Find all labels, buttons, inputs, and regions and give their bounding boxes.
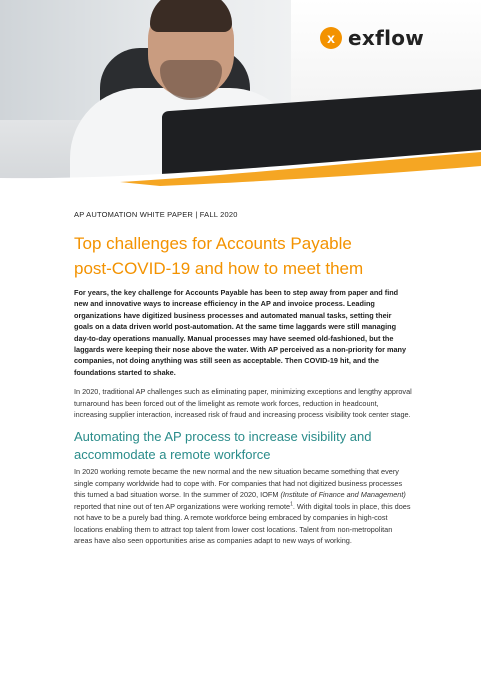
document-body — [74, 210, 412, 554]
page-title — [74, 231, 412, 281]
orange-wave-decoration — [0, 150, 481, 190]
page-title-line1: Top challenges for Accounts Payable — [74, 234, 352, 253]
hero-person-hair — [150, 0, 232, 32]
lead-paragraph: For years, the key challenge for Accounts Payable has been to step away from paper and find new and innovative ways to increase efficiency in the AP and invoice process. Leading organizations have digitized business processes and automated manual tasks, setting their goals on a data driven world post-automation. At the same time laggards were still managing day-to-day operations manually. Manual processes may have seemed old-fashioned, but the laggards were keeping their nose above the water. With AP perceived as a non-priority for many companies, not doing anything was still seen as acceptable. Then COVID-19 hit, and the foundations started to shake. — [74, 288, 407, 377]
paragraph-2-part-3: . With digital tools in place, this does not have to be a purely bad thing. A remote workforce being embraced by companies in high-cost locations enabling them to attract top talent from lower cost locations. Talent from non-metropolitan areas have also seen opportunities arise as companies adapt to new ways of working. — [74, 501, 411, 545]
page-title-line2: post-COVID-19 and how to meet them — [74, 259, 364, 278]
footnote-marker[interactable]: 1 — [290, 501, 293, 508]
exflow-logo-text: exflow — [348, 26, 425, 50]
exflow-logo — [320, 26, 424, 50]
paragraph-2-part-2: reported that nine out of ten AP organizations were working remote — [74, 501, 291, 511]
iofm-expansion: (Institute of Finance and Management) — [280, 490, 406, 500]
hero-image — [0, 0, 481, 190]
paragraph-2 — [74, 466, 412, 546]
section-heading — [74, 428, 412, 464]
section-heading-line2: accommodate a remote workforce — [74, 447, 271, 463]
exflow-logo-mark-icon: x — [320, 27, 342, 49]
paragraph-1: In 2020, traditional AP challenges such as eliminating paper, minimizing exceptions and lengthy approval turnaround has been forced out of the limelight as remote work forces, reduction in headcount, increasing supplier interaction, increased risk of fraud and increasing process visibility took center stage. — [74, 387, 412, 420]
section-heading-line1: Automating the AP process to increase visibility and — [74, 429, 372, 445]
document-eyebrow: AP AUTOMATION WHITE PAPER | FALL 2020 — [74, 210, 238, 219]
paragraph-2-part-1: In 2020 working remote became the new normal and the new situation became something that every single company worldwide had to cope with. For companies that had not digitized business processes this turned a bad situation worse. In the summer of 2020, IOFM — [74, 467, 403, 500]
